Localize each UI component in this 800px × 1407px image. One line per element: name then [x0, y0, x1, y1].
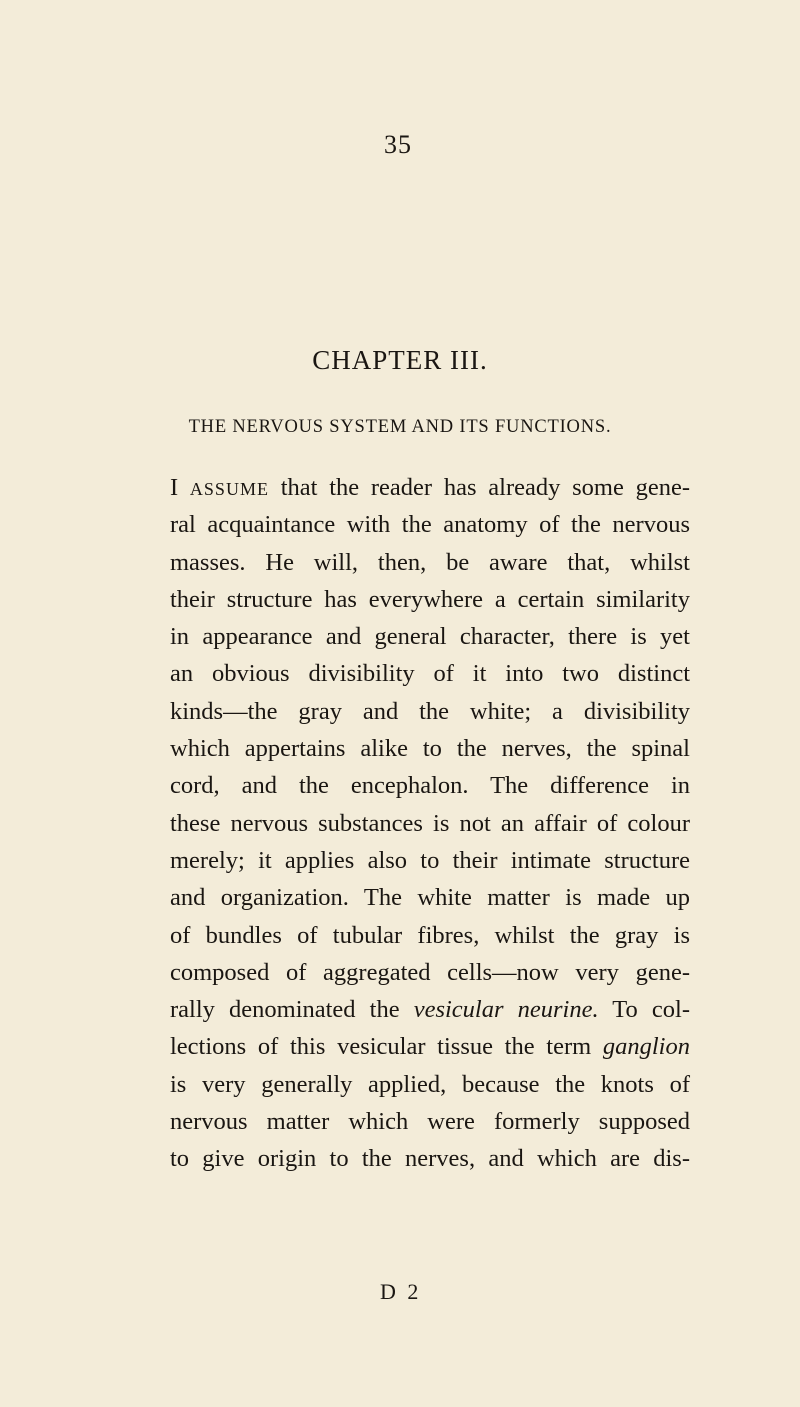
- text-run: I: [170, 474, 190, 501]
- text-run: merely; it applies also to their intimate structure: [170, 846, 690, 874]
- text-line: [170, 730, 690, 767]
- text-line: [170, 805, 690, 842]
- text-run: of bundles of tubular fibres, whilst the gray is: [170, 921, 690, 949]
- text-run: rally denominated the: [170, 996, 414, 1024]
- text-line: [170, 655, 690, 692]
- text-line: [170, 954, 690, 991]
- text-run: To col-: [598, 996, 690, 1024]
- text-run: to give origin to the nerves, and which are dis-: [170, 1145, 690, 1173]
- text-line: [170, 1140, 690, 1177]
- text-line: [170, 469, 690, 506]
- italic-term: vesicular neurine.: [413, 996, 599, 1024]
- text-run: lections of this vesicular tissue the term: [170, 1033, 603, 1061]
- text-run: and organization. The white matter is made up: [170, 884, 690, 912]
- text-line: [170, 991, 690, 1028]
- italic-term: ganglion: [602, 1033, 690, 1061]
- text-run: these nervous substances is not an affair of colour: [170, 809, 690, 837]
- text-run: kinds—the gray and the white; a divisibility: [170, 697, 690, 725]
- text-run: nervous matter which were formerly supposed: [170, 1108, 690, 1136]
- chapter-subtitle: THE NERVOUS SYSTEM AND ITS FUNCTIONS.: [188, 417, 612, 437]
- text-line: [170, 693, 690, 730]
- text-run: their structure has everywhere a certain similarity: [170, 585, 690, 613]
- text-run: cord, and the encephalon. The difference in: [170, 772, 690, 800]
- text-line: [170, 1103, 690, 1140]
- text-line: [170, 618, 690, 655]
- text-line: [170, 1066, 690, 1103]
- text-run: ral acquaintance with the anatomy of the nervous: [170, 511, 690, 539]
- text-line: [170, 842, 690, 879]
- text-line: [170, 879, 690, 916]
- page-number: 35: [384, 130, 412, 159]
- chapter-title: CHAPTER III.: [312, 345, 488, 375]
- signature-mark: D 2: [380, 1279, 422, 1304]
- text-line: [170, 917, 690, 954]
- text-run: which appertains alike to the nerves, the spinal: [170, 735, 690, 763]
- text-line: [170, 767, 690, 804]
- text-run: composed of aggregated cells—now very gene-: [170, 958, 690, 986]
- text-run: masses. He will, then, be aware that, whilst: [170, 548, 690, 576]
- text-run: an obvious divisibility of it into two distinct: [170, 660, 690, 688]
- body-text: [170, 469, 690, 1178]
- text-line: [170, 544, 690, 581]
- text-line: [170, 506, 690, 543]
- text-run: is very generally applied, because the knots of: [170, 1070, 690, 1098]
- text-line: [170, 1028, 690, 1065]
- small-caps-word: ASSUME: [189, 479, 269, 499]
- text-line: [170, 581, 690, 618]
- text-run: in appearance and general character, there is yet: [170, 623, 690, 651]
- text-run: that the reader has already some gene-: [268, 474, 690, 501]
